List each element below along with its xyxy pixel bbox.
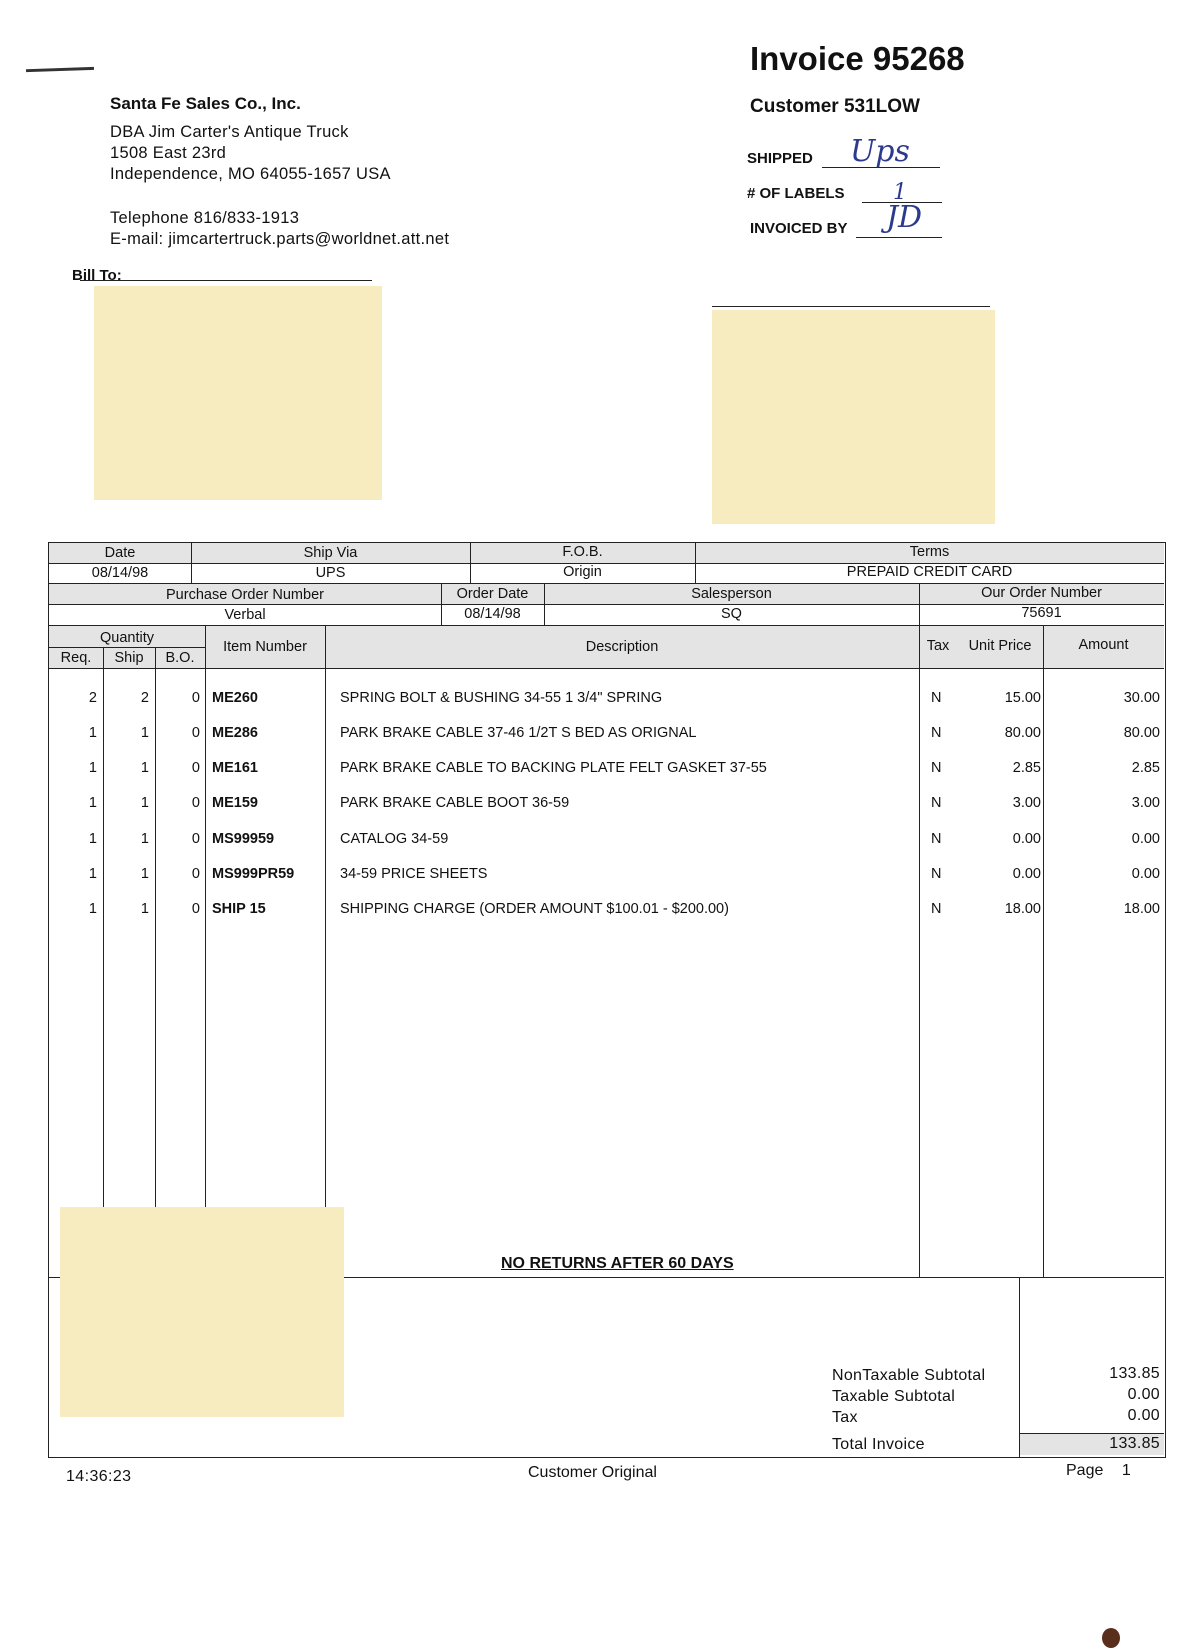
table-row bbox=[49, 718, 1167, 748]
shipped-label: SHIPPED bbox=[747, 150, 813, 167]
description-cell: PARK BRAKE CABLE TO BACKING PLATE FELT GASKET 37-55 bbox=[340, 760, 767, 776]
description-cell: PARK BRAKE CABLE 37-46 1/2T S BED AS ORIGNAL bbox=[340, 725, 697, 741]
item-cell: MS99959 bbox=[212, 831, 275, 847]
salesperson-value: SQ bbox=[721, 606, 742, 622]
print-time: 14:36:23 bbox=[66, 1468, 132, 1485]
table-row bbox=[49, 859, 1167, 889]
fob-header: F.O.B. bbox=[562, 544, 603, 560]
description-cell: PARK BRAKE CABLE BOOT 36-59 bbox=[340, 795, 570, 811]
company-city: Independence, MO 64055-1657 USA bbox=[110, 165, 391, 183]
tax-cell: N bbox=[931, 760, 942, 776]
customer-value: 531LOW bbox=[843, 96, 920, 117]
unit-price-cell: 0.00 bbox=[1012, 831, 1041, 847]
nontaxable-subtotal-value: 133.85 bbox=[1109, 1365, 1160, 1382]
req-header: Req. bbox=[60, 650, 92, 666]
req-cell: 1 bbox=[88, 725, 97, 741]
company-dba: DBA Jim Carter's Antique Truck bbox=[110, 123, 349, 141]
item-cell: MS999PR59 bbox=[212, 866, 295, 882]
ship-cell: 1 bbox=[140, 795, 149, 811]
tax-header: Tax bbox=[926, 638, 950, 654]
req-cell: 1 bbox=[88, 795, 97, 811]
invoice-title bbox=[750, 40, 965, 78]
rule bbox=[919, 583, 920, 625]
tax-cell: N bbox=[931, 831, 942, 847]
rule bbox=[1020, 1433, 1164, 1434]
bo-cell: 0 bbox=[191, 866, 200, 882]
req-cell: 1 bbox=[88, 831, 97, 847]
company-telephone: Telephone 816/833-1913 bbox=[110, 209, 300, 227]
rule bbox=[544, 583, 545, 625]
description-cell: CATALOG 34-59 bbox=[340, 831, 449, 847]
bo-cell: 0 bbox=[191, 831, 200, 847]
ship-cell: 1 bbox=[140, 831, 149, 847]
ship-via-value: UPS bbox=[315, 565, 346, 581]
labels-label: # OF LABELS bbox=[747, 185, 845, 202]
terms-header: Terms bbox=[909, 544, 950, 560]
invoiced-by-handwritten: JD bbox=[886, 200, 923, 235]
rule bbox=[49, 563, 1164, 564]
company-contact bbox=[110, 208, 449, 250]
item-cell: SHIP 15 bbox=[212, 901, 266, 917]
amount-cell: 2.85 bbox=[1131, 760, 1160, 776]
rule bbox=[1019, 1277, 1020, 1457]
bo-cell: 0 bbox=[191, 795, 200, 811]
rule bbox=[441, 583, 442, 625]
rule bbox=[49, 647, 205, 648]
item-cell: ME286 bbox=[212, 725, 258, 741]
bo-cell: 0 bbox=[191, 690, 200, 706]
company-address bbox=[110, 122, 391, 185]
bill-to-label: Bill To: bbox=[72, 267, 122, 284]
ink-smudge bbox=[1102, 1628, 1120, 1648]
labels-handwritten: 1 bbox=[893, 180, 907, 205]
company-name: Santa Fe Sales Co., Inc. bbox=[110, 94, 301, 113]
req-cell: 2 bbox=[88, 690, 97, 706]
bo-header: B.O. bbox=[165, 650, 195, 666]
taxable-subtotal-label: Taxable Subtotal bbox=[832, 1388, 956, 1405]
unit-price-header: Unit Price bbox=[968, 638, 1032, 654]
our-order-header: Our Order Number bbox=[981, 585, 1102, 601]
amount-cell: 18.00 bbox=[1123, 901, 1160, 917]
company-email: E-mail: jimcartertruck.parts@worldnet.att.net bbox=[110, 230, 450, 248]
po-header: Purchase Order Number bbox=[166, 587, 324, 603]
invoiced-by-label: INVOICED BY bbox=[750, 220, 848, 237]
amount-cell: 0.00 bbox=[1131, 866, 1160, 882]
customer-id bbox=[750, 96, 920, 118]
description-cell: 34-59 PRICE SHEETS bbox=[340, 866, 488, 882]
redaction-note-bill-to bbox=[94, 286, 382, 500]
order-date-value: 08/14/98 bbox=[464, 606, 521, 622]
ship-cell: 2 bbox=[140, 690, 149, 706]
bill-to-line bbox=[80, 280, 372, 281]
req-cell: 1 bbox=[88, 901, 97, 917]
shipped-handwritten: Ups bbox=[850, 134, 910, 169]
tax-cell: N bbox=[931, 901, 942, 917]
page-indicator bbox=[1066, 1462, 1131, 1480]
amount-header: Amount bbox=[1078, 637, 1129, 653]
total-invoice-value: 133.85 bbox=[1109, 1435, 1160, 1452]
page-number: 1 bbox=[1121, 1462, 1131, 1479]
ship-cell: 1 bbox=[140, 760, 149, 776]
total-invoice-label: Total Invoice bbox=[832, 1436, 925, 1453]
redaction-note-ship-to bbox=[712, 310, 995, 524]
bo-cell: 0 bbox=[191, 725, 200, 741]
description-cell: SHIPPING CHARGE (ORDER AMOUNT $100.01 - $200.00) bbox=[340, 901, 729, 917]
item-cell: ME159 bbox=[212, 795, 258, 811]
invoice-label: Invoice bbox=[750, 40, 864, 77]
tax-label: Tax bbox=[832, 1409, 858, 1426]
bo-cell: 0 bbox=[191, 760, 200, 776]
ship-cell: 1 bbox=[140, 866, 149, 882]
date-value: 08/14/98 bbox=[91, 565, 149, 581]
date-header: Date bbox=[104, 545, 136, 561]
item-cell: ME161 bbox=[212, 760, 258, 776]
req-cell: 1 bbox=[88, 760, 97, 776]
table-row bbox=[49, 753, 1167, 783]
quantity-header: Quantity bbox=[100, 630, 154, 646]
order-date-header: Order Date bbox=[456, 586, 529, 602]
tax-value: 0.00 bbox=[1127, 1407, 1160, 1424]
no-returns-notice: NO RETURNS AFTER 60 DAYS bbox=[501, 1255, 734, 1272]
rule bbox=[191, 543, 192, 583]
description-header: Description bbox=[585, 639, 659, 655]
ship-to-line bbox=[712, 306, 990, 307]
description-cell: SPRING BOLT & BUSHING 34-55 1 3/4" SPRING bbox=[340, 690, 663, 706]
amount-cell: 80.00 bbox=[1123, 725, 1160, 741]
unit-price-cell: 80.00 bbox=[1004, 725, 1041, 741]
scan-mark bbox=[26, 67, 94, 72]
item-cell: ME260 bbox=[212, 690, 258, 706]
table-row bbox=[49, 683, 1167, 713]
redaction-note-memo bbox=[60, 1207, 344, 1417]
unit-price-cell: 18.00 bbox=[1004, 901, 1041, 917]
rule bbox=[470, 543, 471, 583]
po-value: Verbal bbox=[224, 607, 266, 623]
company-street: 1508 East 23rd bbox=[110, 144, 227, 162]
amount-cell: 0.00 bbox=[1131, 831, 1160, 847]
rule bbox=[49, 668, 1164, 669]
tax-cell: N bbox=[931, 690, 942, 706]
copy-type: Customer Original bbox=[528, 1464, 657, 1481]
invoice-number: 95268 bbox=[872, 40, 965, 77]
req-cell: 1 bbox=[88, 866, 97, 882]
rule bbox=[695, 543, 696, 583]
ship-header: Ship bbox=[114, 650, 144, 666]
customer-label: Customer bbox=[750, 96, 839, 117]
fob-value: Origin bbox=[563, 564, 602, 580]
unit-price-cell: 3.00 bbox=[1012, 795, 1041, 811]
amount-cell: 3.00 bbox=[1131, 795, 1160, 811]
terms-value: PREPAID CREDIT CARD bbox=[846, 564, 1013, 580]
our-order-value: 75691 bbox=[1021, 605, 1062, 621]
item-number-header: Item Number bbox=[223, 639, 307, 655]
table-row bbox=[49, 894, 1167, 924]
tax-cell: N bbox=[931, 725, 942, 741]
bo-cell: 0 bbox=[191, 901, 200, 917]
rule bbox=[49, 604, 1164, 605]
ship-cell: 1 bbox=[140, 901, 149, 917]
table-row bbox=[49, 788, 1167, 818]
amount-cell: 30.00 bbox=[1123, 690, 1160, 706]
page-label: Page bbox=[1066, 1462, 1104, 1479]
unit-price-cell: 0.00 bbox=[1012, 866, 1041, 882]
table-row bbox=[49, 824, 1167, 854]
tax-cell: N bbox=[931, 795, 942, 811]
nontaxable-subtotal-label: NonTaxable Subtotal bbox=[832, 1367, 986, 1384]
ship-via-header: Ship Via bbox=[303, 545, 358, 561]
tax-cell: N bbox=[931, 866, 942, 882]
unit-price-cell: 15.00 bbox=[1004, 690, 1041, 706]
ship-cell: 1 bbox=[140, 725, 149, 741]
unit-price-cell: 2.85 bbox=[1012, 760, 1041, 776]
salesperson-header: Salesperson bbox=[691, 586, 772, 602]
taxable-subtotal-value: 0.00 bbox=[1127, 1386, 1160, 1403]
